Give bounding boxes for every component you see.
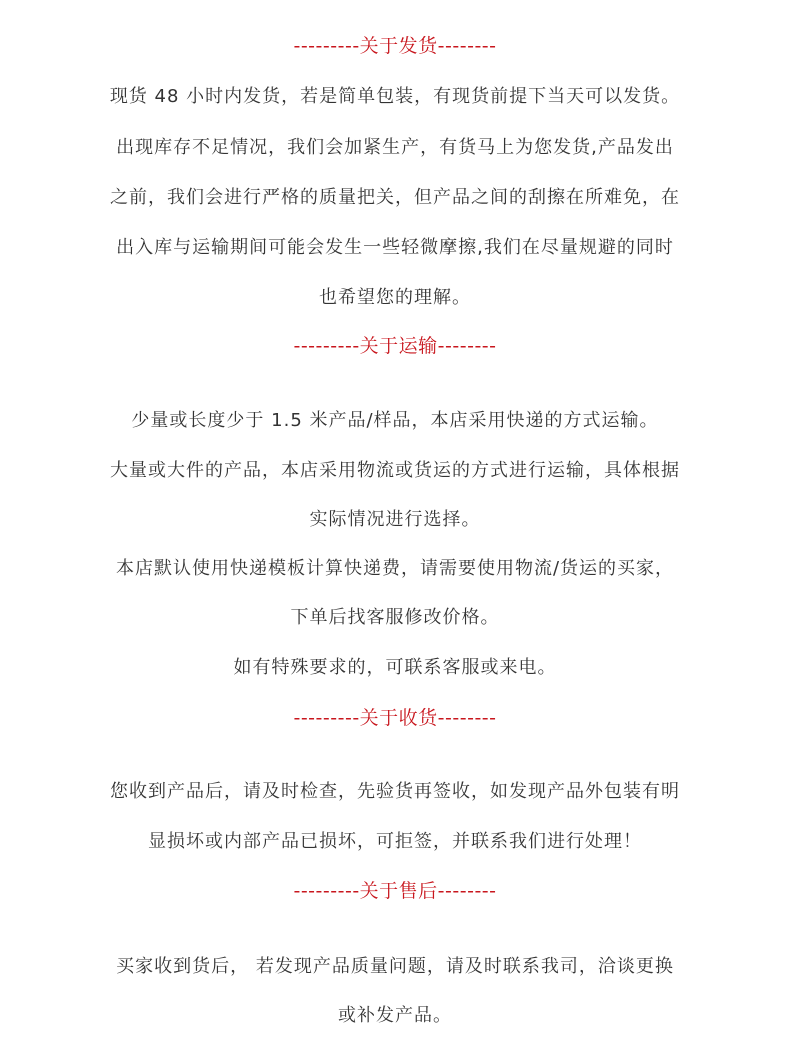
after-sales-line-2: 或补发产品。 (338, 1005, 452, 1026)
transport-line-1: 少量或长度少于 1.5 米产品/样品，本店采用快递的方式运输。 (131, 410, 659, 431)
shipping-line-4: 出入库与运输期间可能会发生一些轻微摩擦,我们在尽量规避的同时 (116, 237, 674, 258)
transport-line-2: 大量或大件的产品，本店采用物流或货运的方式进行运输，具体根据 (110, 460, 680, 481)
receiving-line-2: 显损坏或内部产品已损坏，可拒签，并联系我们进行处理！ (148, 831, 642, 852)
section-heading-shipping: ---------关于发货-------- (293, 35, 497, 57)
transport-line-5: 下单后找客服修改价格。 (290, 607, 500, 628)
section-heading-after-sales: ---------关于售后-------- (293, 880, 497, 902)
after-sales-line-1: 买家收到货后， 若发现产品质量问题，请及时联系我司，洽谈更换 (116, 956, 674, 977)
section-heading-receiving: ---------关于收货-------- (293, 707, 497, 729)
shipping-line-3: 之前，我们会进行严格的质量把关，但产品之间的刮擦在所难免，在 (110, 187, 680, 208)
transport-line-3: 实际情况进行选择。 (309, 509, 481, 530)
shipping-line-1: 现货 48 小时内发货，若是简单包装，有现货前提下当天可以发货。 (109, 86, 681, 107)
receiving-line-1: 您收到产品后，请及时检查，先验货再签收，如发现产品外包装有明 (110, 781, 680, 802)
transport-line-6: 如有特殊要求的，可联系客服或来电。 (233, 657, 557, 678)
shipping-line-5: 也希望您的理解。 (319, 287, 471, 308)
transport-line-4: 本店默认使用快递模板计算快递费，请需要使用物流/货运的买家， (115, 558, 675, 579)
section-heading-transport: ---------关于运输-------- (293, 335, 497, 357)
shipping-line-2: 出现库存不足情况，我们会加紧生产，有货马上为您发货,产品发出 (116, 137, 674, 158)
